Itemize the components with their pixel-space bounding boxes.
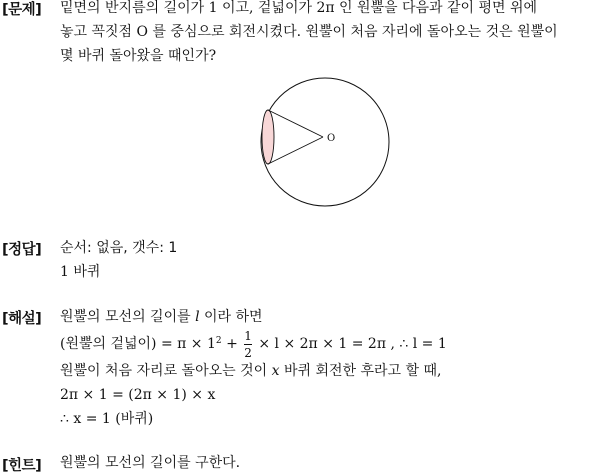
- vertex-label-o: O: [327, 133, 336, 144]
- answer-line-2: 1 바퀴: [60, 264, 101, 280]
- solution-line-2: [60, 329, 585, 359]
- cone-rotation-figure: [257, 77, 397, 209]
- fraction-denominator: 2: [244, 345, 252, 360]
- answer-line-1: 순서: 없음, 갯수: 1: [60, 240, 178, 256]
- rotation-circle: [261, 78, 389, 206]
- one-half-fraction: [244, 330, 252, 359]
- problem-tag: [문제]: [2, 2, 42, 18]
- solution-var-l: l: [195, 309, 200, 325]
- problem-line-2: 놓고 꼭짓점 O 를 중심으로 회전시켰다. 원뿔이 처음 자리에 돌아오는 것은 원뿔이: [60, 24, 558, 40]
- solution-line-2-exponent: 2: [215, 336, 222, 346]
- solution-line-5: ∴ x = 1 (바퀴): [60, 411, 154, 427]
- solution-line-2-lhs: (원뿔의 겉넓이) = π × 1: [60, 336, 216, 352]
- solution-line-2-rest: × l × 2π × 1 = 2π , ∴ l = 1: [253, 336, 447, 352]
- fraction-numerator: 1: [244, 328, 252, 343]
- answer-tag: [정답]: [2, 242, 42, 258]
- solution-tag: [해설]: [2, 311, 42, 327]
- answer-body: [60, 236, 585, 284]
- solution-line-1-pre: 원뿔의 모선의 길이를: [60, 309, 191, 325]
- fraction-bar: [244, 344, 252, 345]
- solution-line-3-pre: 원뿔이 처음 자리로 돌아오는 것이: [60, 363, 268, 379]
- solution-body: [60, 305, 585, 431]
- solution-line-1-post: 이라 하면: [204, 309, 263, 325]
- solution-line-3: [60, 359, 585, 383]
- cone-base-ellipse: [262, 110, 274, 164]
- solution-line-3-post: 바퀴 회전한 후라고 할 때,: [283, 363, 442, 379]
- solution-line-2-plus: +: [221, 336, 243, 352]
- solution-var-x: x: [271, 363, 280, 379]
- problem-line-3: 몇 바퀴 돌아왔을 때인가?: [60, 48, 217, 64]
- cone-lower-edge: [268, 137, 323, 164]
- solution-line-1: [60, 305, 585, 329]
- hint-body: [60, 451, 585, 475]
- cone-upper-edge: [268, 110, 323, 137]
- solution-line-4: 2π × 1 = (2π × 1) × x: [60, 387, 216, 403]
- hint-tag: [힌트]: [2, 458, 42, 474]
- problem-line-1: 밑면의 반지름의 길이가 1 이고, 겉넓이가 2π 인 원뿔을 다음과 같이 평면 위에: [60, 0, 538, 16]
- problem-body: [60, 0, 585, 68]
- hint-line-1: 원뿔의 모선의 길이를 구한다.: [60, 455, 241, 471]
